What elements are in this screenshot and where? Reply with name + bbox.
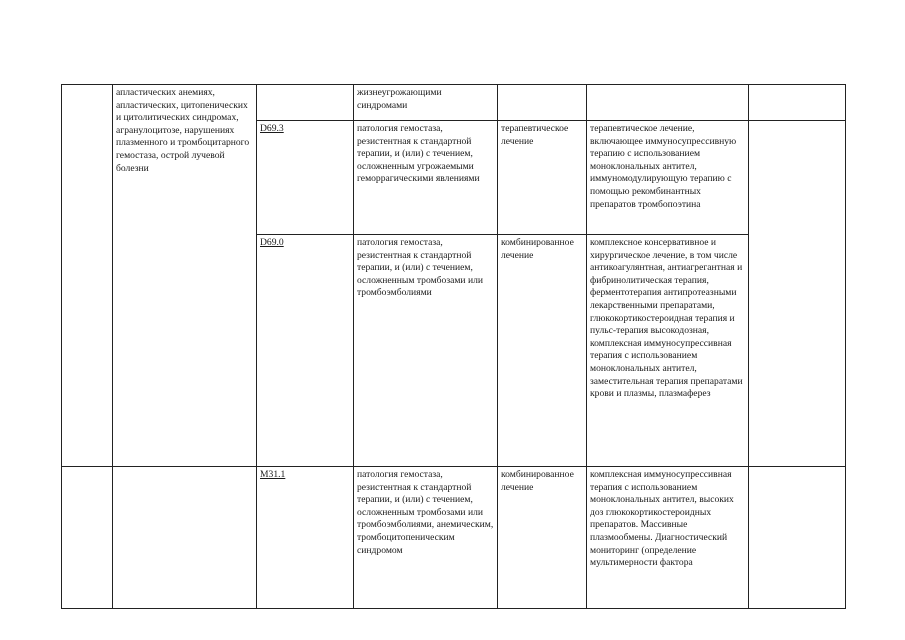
cell-type xyxy=(498,85,587,121)
cell-diagnosis xyxy=(113,85,257,467)
code-link[interactable]: D69.0 xyxy=(260,237,284,248)
table-row xyxy=(62,467,846,609)
type-text: комбинированное лечение xyxy=(501,237,574,261)
method-text: комплексное консервативное и хирургическое лечение, в том числе антикоагулянтная, антиагрегантная и фибринолитическая терапия, ферментотерапия антипротеазными лекарственными препаратами, глюкокортикостероидная терапия и пульс-терапия высокодозная, комплексная иммуносупрессивная терапия с использованием моноклональных антител, заместительная терапия препаратами крови и плазмы, плазмаферез xyxy=(590,237,743,400)
cell-model xyxy=(354,235,498,467)
code-link[interactable]: M31.1 xyxy=(260,469,286,480)
treatment-table xyxy=(61,84,846,609)
type-text: терапевтическое лечение xyxy=(501,123,569,147)
cell-method xyxy=(587,467,749,609)
cell-type xyxy=(498,121,587,235)
cell-code xyxy=(257,467,354,609)
cell-model xyxy=(354,467,498,609)
diagnosis-text: апластических анемиях, апластических, цитопенических и цитолитических синдромах, агранулоцитозе, нарушениях плазменного и тромбоцитарного гемостаза, острой лучевой болезни xyxy=(116,87,250,174)
cell-model xyxy=(354,121,498,235)
cell-diagnosis xyxy=(113,467,257,609)
code-link[interactable]: D69.3 xyxy=(260,123,284,134)
cell-code xyxy=(257,121,354,235)
cell-number xyxy=(62,467,113,609)
cell-model xyxy=(354,85,498,121)
cell-code xyxy=(257,235,354,467)
method-text: терапевтическое лечение, включающее иммуносупрессивную терапию с использованием моноклональных антител, иммуномодулирующую терапию с помощью рекомбинантных препаратов тромбопоэтина xyxy=(590,123,737,210)
method-text: комплексная иммуносупрессивная терапия с использованием моноклональных антител, высоких доз глюкокортикостероидных препаратов. Массивные плазмообмены. Диагностический мониторинг (определение мультимерности фактора xyxy=(590,469,734,569)
cell-type xyxy=(498,235,587,467)
cell-type xyxy=(498,467,587,609)
type-text: комбинированное лечение xyxy=(501,469,574,493)
cell-extra xyxy=(749,85,846,121)
table-row xyxy=(62,85,846,121)
model-text: патология гемостаза, резистентная к стандартной терапии, и (или) с течением, осложненным угрожаемыми геморрагическими явлениями xyxy=(357,123,480,185)
cell-extra xyxy=(749,467,846,609)
cell-method xyxy=(587,235,749,467)
cell-method xyxy=(587,85,749,121)
model-text: патология гемостаза, резистентная к стандартной терапии, и (или) с течением, осложненным тромбозами или тромбоэмболиями, анемическим, тромбоцитопеническим синдромом xyxy=(357,469,494,556)
cell-code xyxy=(257,85,354,121)
model-text: жизнеугрожающими синдромами xyxy=(357,87,442,111)
cell-method xyxy=(587,121,749,235)
cell-number xyxy=(62,85,113,467)
model-text: патология гемостаза, резистентная к стандартной терапии, и (или) с течением, осложненным тромбозами или тромбоэмболиями xyxy=(357,237,484,299)
cell-extra xyxy=(749,121,846,467)
